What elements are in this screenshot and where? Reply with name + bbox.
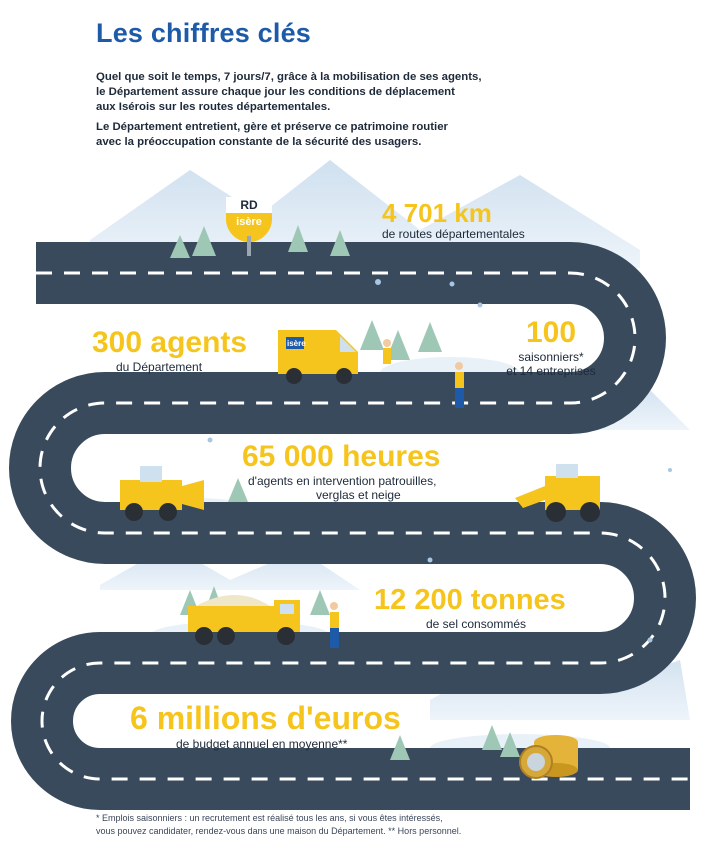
stat-value: 65 000 heures [242, 440, 441, 473]
stat-description: d'agents en intervention patrouilles, [248, 474, 437, 488]
stat-value: 6 millions d'euros [130, 700, 401, 736]
stat-budget [130, 700, 401, 751]
stat-road-length [382, 198, 525, 241]
stat-salt-tonnage [374, 584, 566, 631]
stat-value: 4 701 km [382, 198, 492, 228]
stat-value: 100 [525, 316, 577, 349]
stat-description: de routes départementales [382, 227, 525, 241]
footnote-line: vous pouvez candidater, rendez-vous dans une maison du Département. ** Hors personnel. [96, 826, 462, 836]
footnote [96, 812, 461, 838]
page-title: Les chiffres clés [96, 18, 312, 48]
intro-line: avec la préoccupation constante de la sécurité des usagers. [96, 136, 422, 148]
stat-seasonal-workers [496, 316, 606, 378]
sign-rd-text: RD [240, 198, 258, 212]
intro-line: le Département assure chaque jour les conditions de déplacement [96, 86, 455, 98]
stat-value: 12 200 tonnes [374, 584, 566, 616]
intro-line: aux Isérois sur les routes départementales. [96, 101, 331, 113]
intro-line: Le Département entretient, gère et préserve ce patrimoine routier [96, 121, 448, 133]
stat-description: du Département [116, 360, 203, 374]
stat-description: de budget annuel en moyenne** [176, 737, 348, 751]
stat-agents [92, 326, 247, 374]
stat-value: 300 agents [92, 326, 248, 359]
stat-description: et 14 entreprises [506, 364, 596, 378]
van-label: isère [287, 339, 306, 348]
stat-description: de sel consommés [426, 617, 527, 631]
footnote-line: * Emplois saisonniers : un recrutement est réalisé tous les ans, si vous êtes intéressés, [96, 813, 443, 823]
sign-isere-text: isère [236, 216, 262, 228]
stat-intervention-hours [242, 440, 440, 502]
intro-line: Quel que soit le temps, 7 jours/7, grâce à la mobilisation de ses agents, [96, 71, 482, 83]
stat-description: verglas et neige [316, 488, 401, 502]
stat-description: saisonniers* [518, 350, 584, 364]
